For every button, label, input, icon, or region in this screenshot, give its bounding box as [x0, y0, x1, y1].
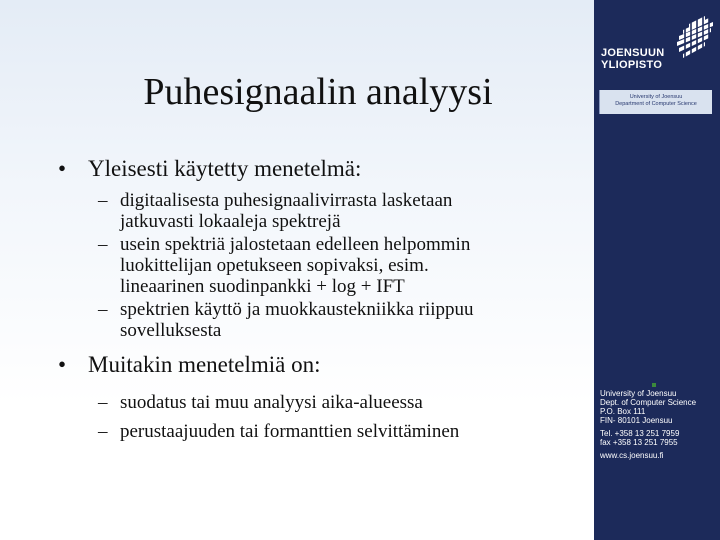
- bullet-1: • Yleisesti käytetty menetelmä:: [58, 155, 588, 182]
- sub-item-line: – suodatus tai muu analyysi aika-alueessa: [120, 392, 423, 413]
- contact-info: [600, 389, 696, 460]
- slide-content: [58, 155, 588, 444]
- slide-title: Puhesignaalin analyysi: [143, 71, 493, 113]
- contact-city: FIN- 80101 Joensuu: [600, 416, 673, 425]
- university-wordmark: [601, 47, 665, 71]
- sub-list-2: [98, 392, 588, 442]
- sub-list-1: [98, 190, 588, 341]
- contact-fax: fax +358 13 251 7955: [600, 438, 678, 447]
- sub-item-line: – spektrien käyttö ja muokkaustekniikka riippuu: [120, 299, 474, 320]
- sub-item-line: lineaarinen suodinpankki + log + IFT: [120, 276, 405, 297]
- sub-item: [98, 421, 588, 442]
- department-line: Department of Computer Science: [615, 101, 697, 107]
- sub-item-line: luokittelijan opetukseen sopivaksi, esim.: [120, 255, 429, 276]
- contact-tel: Tel. +358 13 251 7959: [600, 429, 680, 438]
- address-block: [600, 389, 696, 425]
- sub-item-line: sovelluksesta: [120, 320, 222, 341]
- wordmark-line: JOENSUUN: [601, 47, 665, 59]
- sub-item-line: – usein spektriä jalostetaan edelleen helpommin: [120, 234, 471, 255]
- department-label: [599, 90, 712, 114]
- department-line: University of Joensuu: [629, 94, 683, 100]
- sub-item-line: jatkuvasti lokaaleja spektrejä: [120, 211, 341, 232]
- contact-box: P.O. Box 111: [600, 407, 646, 416]
- wordmark-line: YLIOPISTO: [601, 59, 663, 71]
- sub-item: [98, 234, 588, 297]
- contact-org: University of Joensuu: [600, 389, 677, 398]
- sub-item: [98, 299, 588, 341]
- sub-item-line: – perustaajuuden tai formanttien selvittäminen: [120, 421, 460, 442]
- contact-dept: Dept. of Computer Science: [600, 398, 697, 407]
- university-sidebar: [594, 0, 720, 540]
- university-logo-icon: [675, 14, 715, 62]
- sub-item: [98, 392, 588, 413]
- accent-dot: [652, 383, 656, 387]
- contact-web-link[interactable]: www.cs.joensuu.fi: [600, 451, 664, 460]
- sub-item-line: – digitaalisesta puhesignaalivirrasta lasketaan: [120, 190, 453, 211]
- bullet-2: • Muitakin menetelmiä on:: [58, 351, 588, 378]
- phone-block: [600, 429, 696, 447]
- sub-item: [98, 190, 588, 232]
